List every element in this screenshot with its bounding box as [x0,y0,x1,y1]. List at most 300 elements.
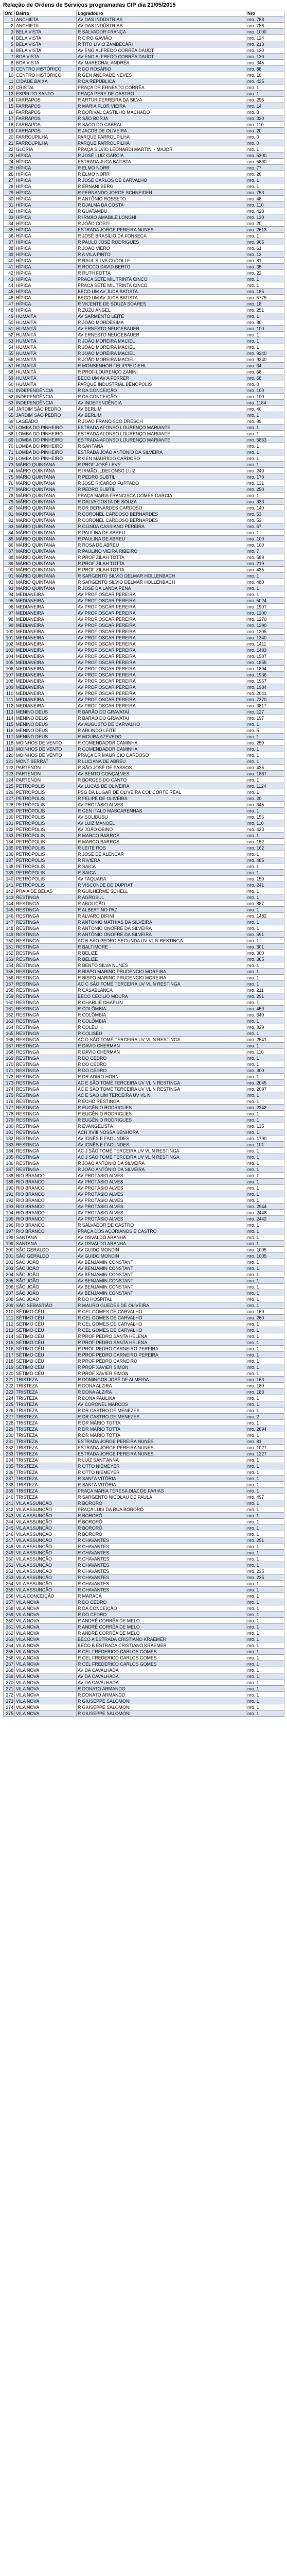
row-neighborhood: RESTINGA [15,1049,77,1055]
row-street: AV PROF OSCAR PEREIRA [77,598,246,604]
row-house-number: nro. 162 [246,845,284,851]
table-row [4,931,284,938]
row-number: 50 [4,319,15,326]
row-number: 161 [4,1006,15,1012]
table-row [4,1364,284,1370]
row-house-number: nro. 1 [246,585,284,591]
table-row [4,97,284,103]
row-neighborhood: BELA VISTA [15,29,77,35]
row-neighborhood: MEDIANEIRA [15,659,77,666]
row-number: 17 [4,115,15,122]
row-street: R JOSÉ BRASÍLIO DA FONSECA [77,233,246,239]
row-number: 58 [4,369,15,375]
row-street: R SAICA [77,863,246,870]
table-row [4,313,284,319]
row-street: R COLISEU [77,1030,246,1037]
row-neighborhood: RESTINGA [15,987,77,993]
table-row [4,1680,284,1686]
row-house-number: nro. 1 [246,493,284,499]
row-street: R CEL GOMES DE CARVALHO [77,1327,246,1333]
row-house-number: nro. 1 [246,1624,284,1630]
row-house-number: nro. 1 [246,1179,284,1185]
row-house-number: nro. 1 [246,1173,284,1179]
row-house-number: nro. 435 [246,765,284,771]
table-row [4,78,284,84]
row-house-number: nro. 100 [246,536,284,542]
row-neighborhood: VILA NOVA [15,1655,77,1661]
row-house-number: nro. 1894 [246,666,284,672]
row-street: R CHAVANTES [77,1550,246,1556]
row-neighborhood: CIDADE BAIXA [15,78,77,84]
row-neighborhood: HÍPICA [15,227,77,233]
row-neighborhood: HÍPICA [15,152,77,159]
table-row [4,721,284,727]
table-row [4,1358,284,1364]
row-neighborhood: PETRÓPOLIS [15,783,77,789]
row-house-number: nro. 5890 [246,159,284,165]
row-house-number: nro. 100 [246,387,284,394]
row-house-number: nro. 13 [246,251,284,258]
row-street: AV PROF OSCAR PEREIRA [77,659,246,666]
row-number: 110 [4,690,15,697]
row-street: R SÃO JOSÉ DE PASSOS [77,765,246,771]
table-row [4,523,284,530]
row-house-number: nro. 1 [246,1556,284,1562]
row-neighborhood: HÍPICA [15,301,77,307]
row-street: R BORGES DO CANTO [77,777,246,783]
row-neighborhood: HUMAITÁ [15,344,77,350]
row-neighborhood: SÉTIMO CÉU [15,1309,77,1315]
table-row [4,1327,284,1333]
row-neighborhood: TRISTEZA [15,1438,77,1445]
row-street: R GIUSEPPE SALOMONI [77,1710,246,1717]
row-street: R CHAVANTES [77,1556,246,1562]
row-street: R EUGÊNIO RODRIGUES [77,1111,246,1117]
row-number: 29 [4,190,15,196]
row-number: 62 [4,394,15,400]
row-house-number: nro. 185 [246,289,284,295]
row-number: 260 [4,1618,15,1624]
row-neighborhood: SÃO JOÃO [15,1259,77,1265]
table-row [4,839,284,845]
table-row [4,1525,284,1531]
table-row [4,1469,284,1476]
row-number: 263 [4,1636,15,1642]
row-neighborhood: SÃO JOÃO [15,1290,77,1296]
row-number: 148 [4,925,15,931]
document-title: Relação de Ordens de Serviços programadas CIP dia 21/05/2015 [3,2,176,8]
row-number: 39 [4,251,15,258]
row-number: 46 [4,295,15,301]
row-house-number: nro. 1 [246,1340,284,1346]
row-house-number: nro. 1 [246,1228,284,1234]
row-street: AV PROTÁSIO ALVES [77,802,246,808]
row-street: R SARGENTO SILVIO DELMAR HOLLENBACH [77,579,246,585]
row-neighborhood: SÃO JOÃO [15,1284,77,1290]
row-street: R DO CEDRO [77,1599,246,1605]
table-row [4,1642,284,1649]
row-neighborhood: HUMAITÁ [15,369,77,375]
row-neighborhood: LOMBA DO PINHEIRO [15,425,77,431]
table-row [4,1408,284,1414]
row-street: R JOÃO MOREIRA MACIEL [77,357,246,363]
row-house-number: nro. 1 [246,1352,284,1358]
row-house-number: nro. 68 [246,369,284,375]
row-number: 84 [4,530,15,536]
row-street: AV PROF OSCAR PEREIRA [77,616,246,622]
row-number: 185 [4,1154,15,1160]
table-row [4,165,284,171]
row-number: 201 [4,1253,15,1259]
table-row [4,573,284,579]
row-neighborhood: VILA NOVA [15,1710,77,1717]
row-number: 163 [4,1018,15,1024]
row-house-number: nro. 1 [246,1673,284,1680]
row-house-number: nro. 20 [246,128,284,134]
row-number: 19 [4,128,15,134]
table-row [4,1618,284,1624]
row-number: 249 [4,1550,15,1556]
row-house-number: nro. 68 [246,375,284,381]
row-neighborhood: RESTINGA [15,999,77,1006]
table-row [4,925,284,931]
table-row [4,103,284,109]
row-house-number: nro. 77 [246,165,284,171]
row-number: 115 [4,721,15,727]
row-neighborhood: CENTRO HISTÓRICO [15,66,77,72]
row-neighborhood: PETRÓPOLIS [15,876,77,882]
table-row [4,1624,284,1630]
row-neighborhood: HÍPICA [15,208,77,214]
table-row [4,183,284,190]
row-street: AV PROF OSCAR PEREIRA [77,653,246,659]
row-number: 172 [4,1074,15,1080]
table-row [4,820,284,826]
row-house-number: nro. 110 [246,122,284,128]
row-number: 273 [4,1698,15,1704]
row-street: R BORORÓ [77,1531,246,1537]
row-neighborhood: RESTINGA [15,913,77,919]
row-number: 96 [4,604,15,610]
row-neighborhood: HUMAITÁ [15,313,77,319]
table-row [4,956,284,962]
row-house-number: nro. 1 [246,1111,284,1117]
row-street: R CEL GOMES DE CARVALHO [77,1321,246,1327]
table-row [4,1154,284,1160]
row-house-number: nro. 1 [246,91,284,97]
row-neighborhood: LOMBA DO PINHEIRO [15,443,77,449]
row-neighborhood: RIO BRANCO [15,1210,77,1216]
row-neighborhood: SÃO JOÃO [15,1278,77,1284]
row-neighborhood: RIO BRANCO [15,1185,77,1191]
row-street: AV PROF OSCAR PEREIRA [77,629,246,635]
row-street: R DR MÁRIO TOTTA [77,1426,246,1432]
row-house-number: nro. 1 [246,975,284,981]
row-house-number: nro. 9240 [246,350,284,357]
table-row [4,1284,284,1290]
row-street: R TITO LIVIO ZAMBECARI [77,41,246,47]
row-house-number: nro. 1887 [246,771,284,777]
row-neighborhood: RIO BRANCO [15,1191,77,1197]
table-row [4,1012,284,1018]
row-neighborhood: MEDIANEIRA [15,591,77,598]
table-row [4,962,284,969]
row-street: PARQUE INDUSTRIAL BENOPOLIS [77,381,246,387]
row-house-number: nro. 1 [246,1234,284,1241]
row-street: R GEN ITALO MASCARENHAS [77,808,246,814]
table-row [4,1531,284,1537]
row-house-number: nro. 130 [246,47,284,54]
row-neighborhood: TRISTEZA [15,1408,77,1414]
row-number: 246 [4,1531,15,1537]
row-street: AV PROF OSCAR PEREIRA [77,690,246,697]
row-house-number: nro. 53 [246,517,284,523]
table-row [4,418,284,425]
row-number: 164 [4,1024,15,1030]
row-house-number: nro. 1 [246,1272,284,1278]
table-row [4,511,284,517]
table-row [4,1667,284,1673]
row-number: 35 [4,227,15,233]
row-number: 241 [4,1500,15,1506]
table-row [4,72,284,78]
row-number: 207 [4,1290,15,1296]
table-row [4,1241,284,1247]
row-neighborhood: RIO BRANCO [15,1179,77,1185]
table-row [4,1123,284,1129]
row-number: 157 [4,981,15,987]
row-street: R GEN MAURÍCIO CARDOSO [77,455,246,462]
table-row [4,579,284,585]
row-house-number: nro. 2097 [246,1086,284,1092]
table-row [4,1098,284,1105]
row-street: R ANDRÉ CORRÊA DE MELO [77,1630,246,1636]
row-neighborhood: VILA ASSUNÇÃO [15,1513,77,1519]
row-number: 233 [4,1451,15,1457]
row-number: 105 [4,659,15,666]
row-street: PARQUE FARROUPILHA [77,140,246,146]
row-number: 43 [4,276,15,282]
row-street: R CHARLIE CHAPLIN [77,999,246,1006]
row-street: ESTRADA JOÃO ANTÔNIO DA SILVEIRA [77,449,246,455]
row-neighborhood: HUMAITÁ [15,357,77,363]
row-neighborhood: BOA VISTA [15,60,77,66]
row-street: AV PROF OSCAR PEREIRA [77,697,246,703]
table-row [4,381,284,387]
row-house-number: nro. 1 [246,1680,284,1686]
table-row [4,282,284,289]
row-neighborhood: FARRAPOS [15,103,77,109]
table-row [4,1253,284,1259]
table-row [4,808,284,814]
row-number: 25 [4,165,15,171]
row-neighborhood: PETRÓPOLIS [15,851,77,857]
row-house-number: nro. 1493 [246,647,284,653]
table-row [4,47,284,54]
row-house-number: nro. 1 [246,462,284,468]
row-house-number: nro. 180 [246,1383,284,1389]
row-house-number: nro. 1 [246,1185,284,1191]
row-neighborhood: MENINO DEUS [15,709,77,715]
row-house-number: nro. 788 [246,16,284,23]
row-house-number: nro. 1 [246,1642,284,1649]
table-row [4,264,284,270]
row-number: 119 [4,746,15,752]
row-neighborhood: VILA NOVA [15,1630,77,1636]
row-house-number: nro. 1 [246,777,284,783]
row-house-number: nro. 1 [246,1593,284,1599]
row-house-number: nro. 1 [246,1649,284,1655]
row-neighborhood: RESTINGA [15,1055,77,1061]
row-neighborhood: VILA ASSUNÇÃO [15,1574,77,1581]
row-number: 199 [4,1241,15,1247]
row-house-number: nro. 5 [246,727,284,734]
row-neighborhood: VILA ASSUNÇÃO [15,1587,77,1593]
row-neighborhood: TRISTEZA [15,1494,77,1500]
row-house-number: nro. 130 [246,214,284,221]
row-number: 31 [4,202,15,208]
row-neighborhood: RESTINGA [15,1061,77,1067]
table-row [4,66,284,72]
row-number: 215 [4,1340,15,1346]
row-street: R DORIVAL CASTILHO MACHADO [77,109,246,115]
table-row [4,771,284,777]
row-number: 138 [4,863,15,870]
row-number: 33 [4,214,15,221]
row-house-number: nro. 1957 [246,678,284,684]
row-neighborhood: VILA NOVA [15,1618,77,1624]
table-row [4,1061,284,1067]
row-number: 36 [4,233,15,239]
row-number: 173 [4,1080,15,1086]
row-number: 132 [4,826,15,833]
table-row [4,715,284,721]
row-neighborhood: JARDIM SÃO PEDRO [15,406,77,412]
row-neighborhood: FARROUPILHA [15,134,77,140]
row-number: 154 [4,962,15,969]
row-neighborhood: TRISTEZA [15,1469,77,1476]
row-number: 228 [4,1420,15,1426]
row-neighborhood: PETRÓPOLIS [15,863,77,870]
row-number: 275 [4,1710,15,1717]
row-number: 101 [4,635,15,641]
table-row [4,29,284,35]
row-street: AV PROTÁSIO ALVES [77,1179,246,1185]
table-row [4,734,284,740]
row-house-number: nro. 1 [246,1092,284,1098]
row-house-number: nro. 1855 [246,659,284,666]
row-house-number: nro. 130 [246,54,284,60]
table-row [4,826,284,833]
row-number: 178 [4,1111,15,1117]
row-neighborhood: PETRÓPOLIS [15,820,77,826]
row-house-number: nro. 1 [246,1698,284,1704]
row-street: AV GUIDO MONDIN [77,1247,246,1253]
row-street: R JOÃO VIERO [77,245,246,251]
row-neighborhood: RESTINGA [15,1148,77,1154]
row-number: 237 [4,1476,15,1482]
row-street: R GEN ANDRADE NEVES [77,72,246,78]
table-row [4,857,284,863]
row-number: 259 [4,1612,15,1618]
row-neighborhood: INDEPENDÊNCIA [15,387,77,394]
row-neighborhood: MENINO DEUS [15,727,77,734]
row-street: R CASABLANCA [77,987,246,993]
row-number: 183 [4,1142,15,1148]
row-street: R ELMO NORR [77,171,246,177]
row-street: AV LUCAS DE OLIVEIRA [77,783,246,789]
row-street: PRAÇA MARIA TERESA DIAZ DE FARIAS [77,1488,246,1494]
row-neighborhood: HUMAITÁ [15,375,77,381]
row-neighborhood: VILA NOVA [15,1686,77,1692]
row-house-number: nro. 301 [246,944,284,950]
row-neighborhood: MÁRIO QUINTANA [15,542,77,548]
row-neighborhood: TRISTEZA [15,1457,77,1463]
row-house-number: nro. 1 [246,1562,284,1568]
row-neighborhood: CENTRO HISTÓRICO [15,72,77,78]
table-row [4,876,284,882]
table-row [4,647,284,653]
row-number: 82 [4,517,15,523]
table-row [4,1148,284,1154]
row-street: R JOSÉ CARLOS DE CARVALHO [77,177,246,183]
row-neighborhood: PARTENON [15,771,77,777]
row-street: AV BENTO GONÇALVES [77,771,246,777]
row-house-number: nro. 1270 [246,616,284,622]
row-number: 10 [4,72,15,78]
row-street: R PROF LOURENÇO ZANINI [77,369,246,375]
row-house-number: nro. 110 [246,820,284,826]
row-neighborhood: MÁRIO QUINTANA [15,579,77,585]
row-number: 67 [4,425,15,431]
table-row [4,641,284,647]
row-number: 38 [4,245,15,251]
row-number: 70 [4,443,15,449]
row-street: AV OSVALDO ARANHA [77,1234,246,1241]
row-neighborhood: SÉTIMO CÉU [15,1370,77,1377]
row-street: AV PROF OSCAR PEREIRA [77,666,246,672]
row-number: 151 [4,944,15,950]
table-row [4,221,284,227]
row-number: 91 [4,573,15,579]
row-number: 250 [4,1556,15,1562]
table-row [4,888,284,894]
row-street: R PAULINA DE ABREU [77,530,246,536]
row-neighborhood: LOMBA DO PINHEIRO [15,455,77,462]
row-street: ESTRADA JUCA BATISTA [77,159,246,165]
table-row [4,1247,284,1253]
row-number: 192 [4,1197,15,1204]
table-row [4,1488,284,1494]
row-house-number: nro. 0 [246,134,284,140]
table-body [4,16,284,1717]
row-house-number: nro. 1 [246,1043,284,1049]
row-street: AV ERNESTO NEUGEBAUER [77,326,246,332]
row-street: AV BENJAMIN CONSTANT [77,1284,246,1290]
row-neighborhood: FARRAPOS [15,115,77,122]
table-row [4,561,284,567]
row-number: 261 [4,1624,15,1630]
row-street: R BISPO MARINO PRUDENCIO MOREIRA [77,969,246,975]
table-row [4,727,284,734]
table-row [4,1562,284,1568]
row-house-number: nro. 9240 [246,357,284,363]
row-street: R DO CEDRO [77,1055,246,1061]
row-neighborhood: MEDIANEIRA [15,647,77,653]
row-neighborhood: RESTINGA [15,1142,77,1148]
table-row [4,1500,284,1506]
row-house-number: nro. 1 [246,1222,284,1228]
